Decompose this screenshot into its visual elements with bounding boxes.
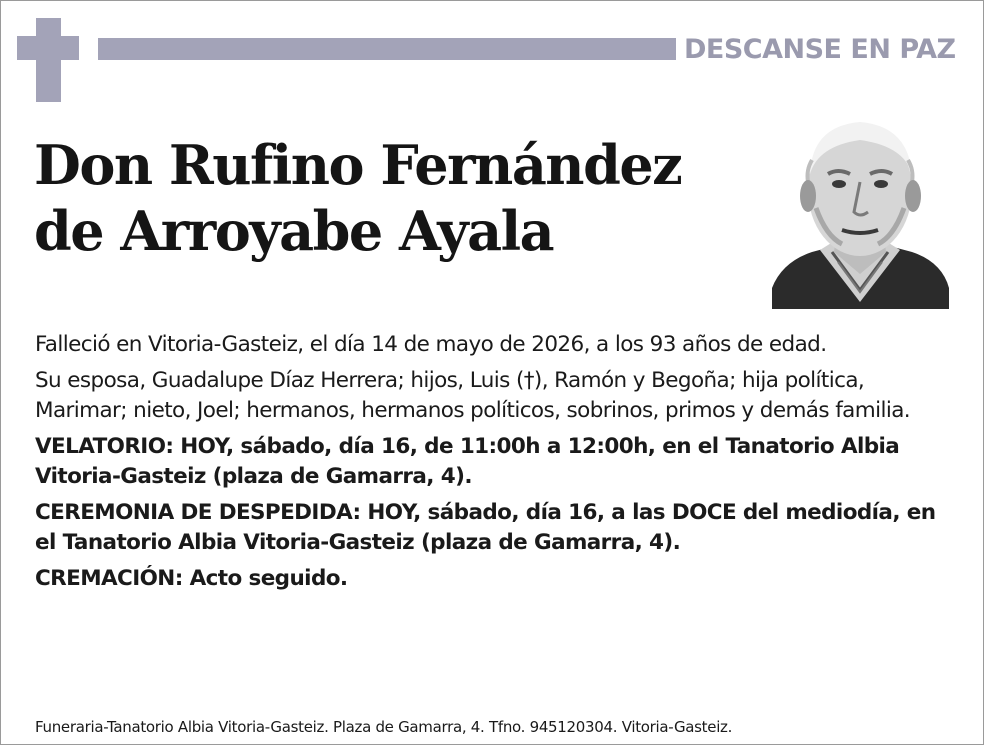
cross-icon-vertical — [36, 18, 61, 102]
wake-info: VELATORIO: HOY, sábado, día 16, de 11:00h a 12:00h, en el Tanatorio Albia Vitoria-Gasteiz (plaza de Gamarra, 4). — [35, 434, 900, 489]
funeral-home-footer: Funeraria-Tanatorio Albia Vitoria-Gasteiz. Plaza de Gamarra, 4. Tfno. 945120304. Vitoria-Gasteiz. — [35, 718, 733, 736]
deceased-name — [34, 132, 764, 264]
family-text: Su esposa, Guadalupe Díaz Herrera; hijos, Luis (†), Ramón y Begoña; hija política, Marimar; nieto, Joel; hermanos, hermanos políticos, sobrinos, primos y demás familia. — [35, 368, 911, 423]
deceased-name-line1: Don Rufino Fernández — [34, 133, 682, 197]
header-label: DESCANSE EN PAZ — [684, 34, 956, 65]
header-divider-bar — [98, 38, 676, 60]
cross-icon-horizontal — [17, 36, 79, 60]
obituary-body — [35, 330, 947, 600]
cremation-info: CREMACIÓN: Acto seguido. — [35, 566, 348, 591]
portrait-photo — [772, 112, 949, 309]
death-notice-text: Falleció en Vitoria-Gasteiz, el día 14 de mayo de 2026, a los 93 años de edad. — [35, 332, 827, 357]
deceased-name-line2: de Arroyabe Ayala — [34, 199, 554, 263]
ceremony-info: CEREMONIA DE DESPEDIDA: HOY, sábado, día 16, a las DOCE del mediodía, en el Tanatorio Albia Vitoria-Gasteiz (plaza de Gamarra, 4). — [35, 500, 936, 555]
